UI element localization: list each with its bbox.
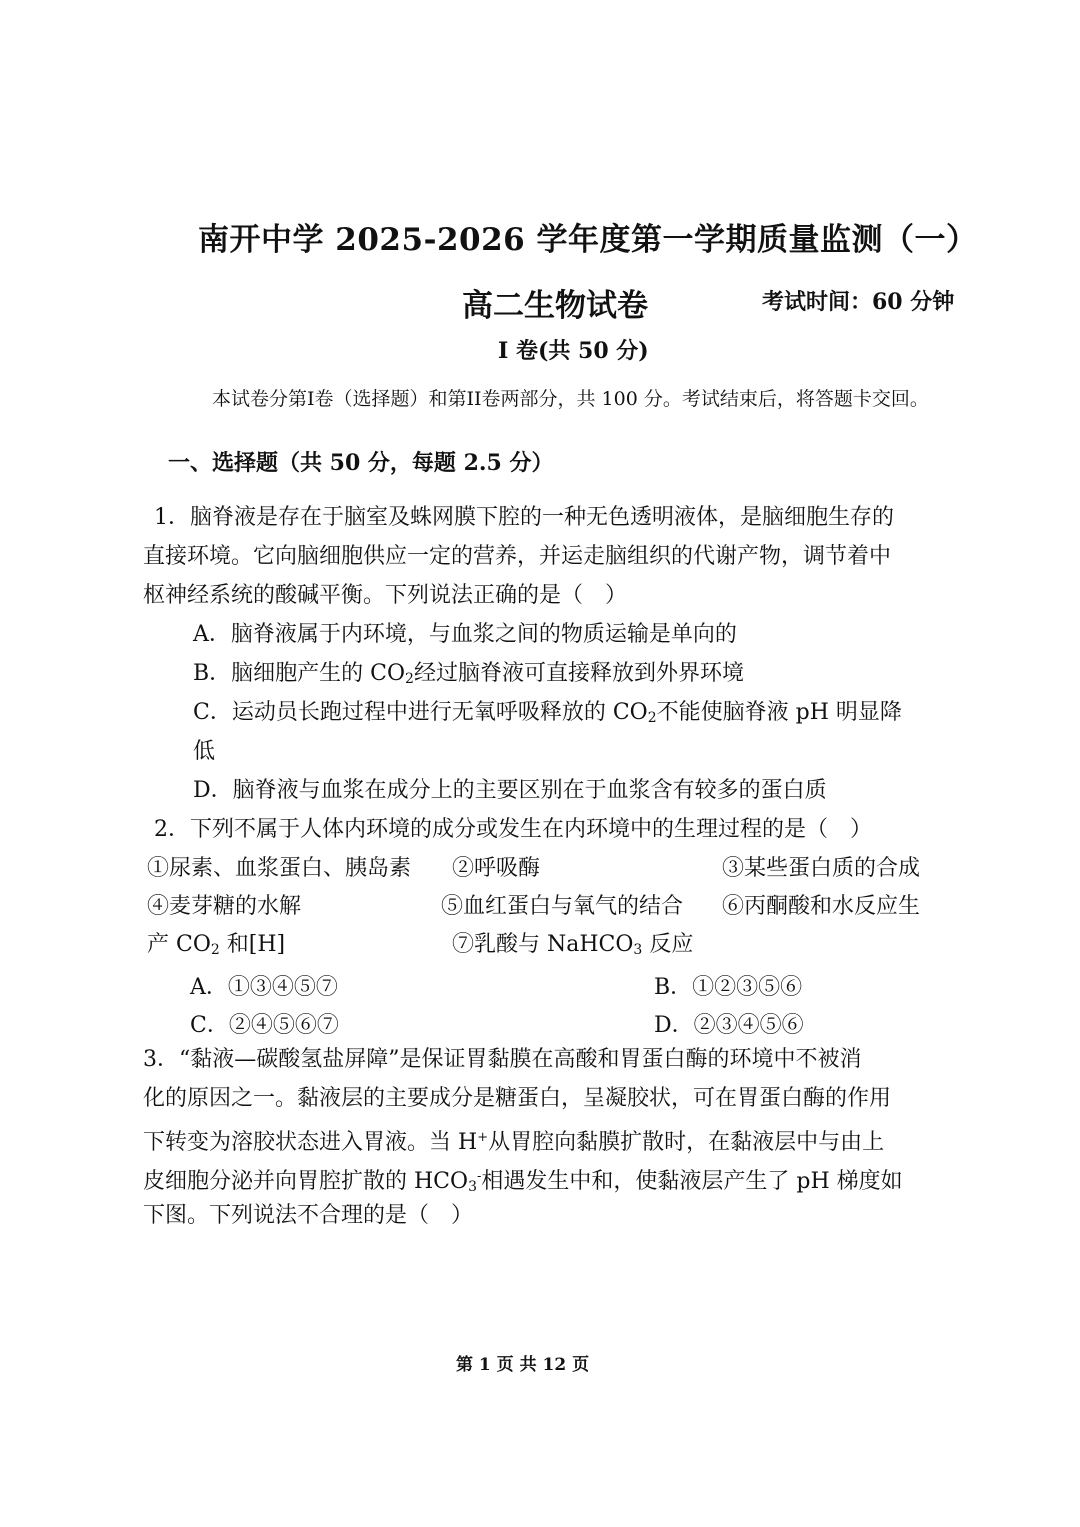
- q3-text: 从胃腔向黏膜扩散时，在黏液层中与由上: [488, 1130, 885, 1155]
- q1-option-b-text: B．脑细胞产生的 CO: [193, 661, 406, 686]
- q1-option-c-text: 不能使脑脊液 pH 明显降: [656, 700, 902, 725]
- q2-item-6-text: 产 CO: [147, 932, 211, 957]
- q2-option-b: B．①②③⑤⑥: [654, 975, 803, 1000]
- q3-text: 皮细胞分泌并向胃腔扩散的 HCO: [143, 1169, 469, 1194]
- exam-title: 南开中学 2025-2026 学年度第一学期质量监测（一）: [198, 222, 978, 258]
- q1-option-b-text: 经过脑脊液可直接释放到外界环境: [413, 661, 744, 686]
- q3-text: 相遇发生中和，使黏液层产生了 pH 梯度如: [481, 1169, 903, 1194]
- q2-item-7-text: ⑦乳酸与 NaHCO: [452, 932, 634, 957]
- q2-item-6: ⑥丙酮酸和水反应生: [722, 894, 921, 919]
- q1-stem-line: 1．脑脊液是存在于脑室及蛛网膜下腔的一种无色透明液体，是脑细胞生存的: [154, 505, 894, 530]
- page-number: 第 1 页 共 12 页: [456, 1355, 590, 1375]
- q1-stem-line: 枢神经系统的酸碱平衡。下列说法正确的是（ ）: [143, 583, 628, 608]
- subscript: 2: [405, 671, 414, 687]
- q2-item-6-text: 和[H]: [219, 932, 286, 957]
- q1-option-c-cont: 低: [193, 739, 216, 764]
- q2-stem: 2．下列不属于人体内环境的成分或发生在内环境中的生理过程的是（ ）: [154, 817, 872, 842]
- q2-item-7-text: 反应: [642, 932, 694, 957]
- subscript: 2: [647, 710, 657, 726]
- q3-stem-line: [143, 1118, 884, 1162]
- q3-stem-line: 化的原因之一。黏液层的主要成分是糖蛋白，呈凝胶状，可在胃蛋白酶的作用: [143, 1086, 892, 1111]
- q1-stem-line: 直接环境。它向脑细胞供应一定的营养，并运走脑组织的代谢产物，调节着中: [143, 544, 892, 569]
- q2-option-d: D．②③④⑤⑥: [654, 1013, 804, 1038]
- q3-text: 下转变为溶胶状态进入胃液。当 H: [143, 1130, 478, 1155]
- q1-option-c: [193, 693, 902, 738]
- q3-stem-line: 3．“黏液—碳酸氢盐屏障”是保证胃黏膜在高酸和胃蛋白酶的环境中不被消: [143, 1047, 862, 1072]
- subscript: 3: [633, 942, 643, 958]
- q1-option-c-text: C．运动员长跑过程中进行无氧呼吸释放的 CO: [193, 700, 648, 725]
- subscript: 2: [210, 942, 220, 958]
- q1-option-a: A．脑脊液属于内环境，与血浆之间的物质运输是单向的: [193, 622, 737, 647]
- q2-item-5: ⑤血红蛋白与氧气的结合: [441, 894, 684, 919]
- exam-subtitle: 高二生物试卷: [462, 288, 648, 324]
- section-title: 一、选择题（共 50 分，每题 2.5 分）: [168, 450, 554, 476]
- exam-time: 考试时间：60 分钟: [762, 289, 955, 315]
- q2-item-7: [452, 925, 693, 970]
- q2-item-1: ①尿素、血浆蛋白、胰岛素: [147, 856, 412, 881]
- q2-option-c: C．②④⑤⑥⑦: [190, 1013, 339, 1038]
- superscript: +: [477, 1130, 489, 1145]
- subscript: 3: [468, 1179, 477, 1195]
- q2-item-2: ②呼吸酶: [452, 856, 541, 881]
- exam-note: 本试卷分第I卷（选择题）和第II卷两部分，共 100 分。考试结束后，将答题卡交回。: [212, 388, 929, 410]
- superscript: -: [476, 1169, 482, 1184]
- volume-label: I 卷(共 50 分): [498, 338, 649, 364]
- q2-option-a: A．①③④⑤⑦: [190, 975, 338, 1000]
- q3-stem-line: 下图。下列说法不合理的是（ ）: [143, 1203, 474, 1228]
- q1-option-d: D．脑脊液与血浆在成分上的主要区别在于血浆含有较多的蛋白质: [193, 778, 827, 803]
- q2-item-3: ③某些蛋白质的合成: [722, 856, 921, 881]
- q2-item-6-cont: [147, 925, 285, 970]
- q2-item-4: ④麦芽糖的水解: [147, 894, 302, 919]
